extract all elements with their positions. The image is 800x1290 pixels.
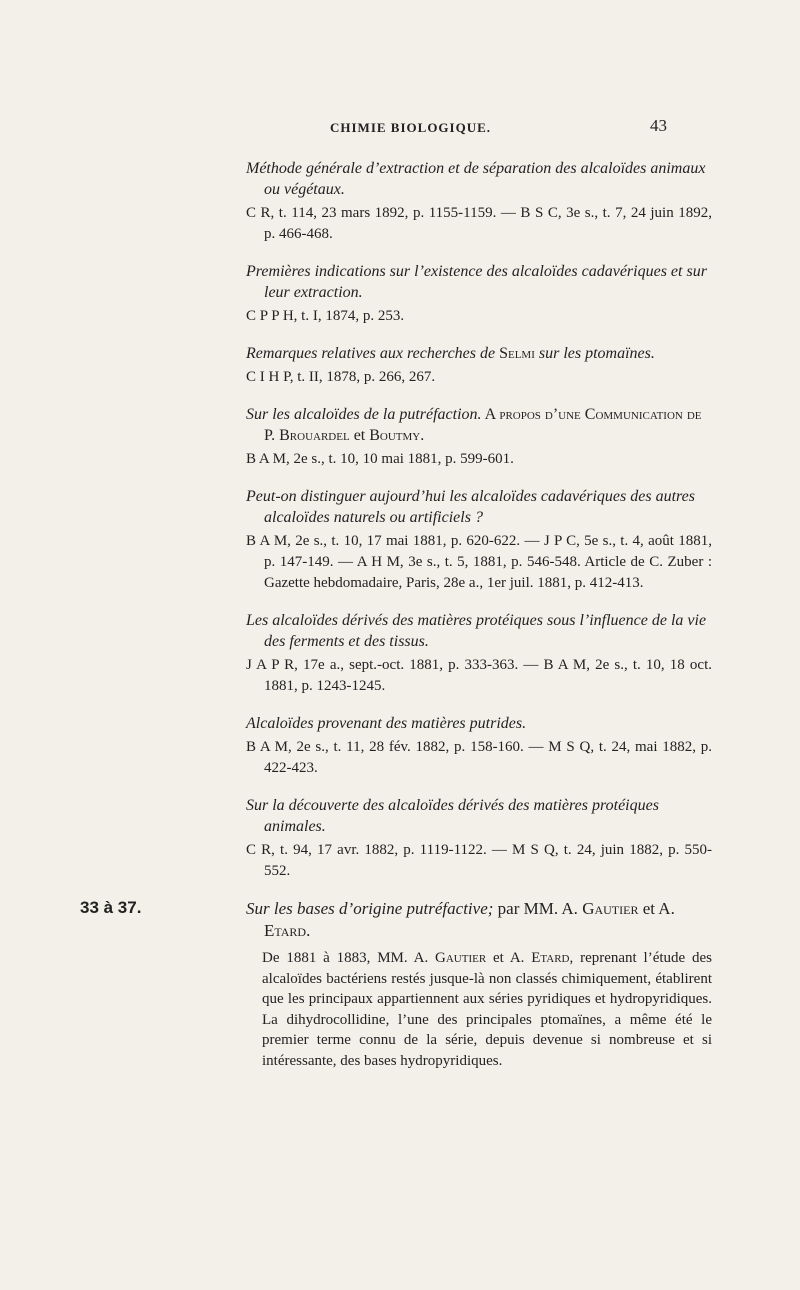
- section-title-part: .: [306, 921, 311, 940]
- page-content: [80, 158, 712, 1071]
- entry-reference: C I H P, t. II, 1878, p. 266, 267.: [246, 369, 436, 385]
- entry-title-part: Remarques relatives aux recherches de: [246, 345, 500, 362]
- bibliography-entry: [246, 486, 712, 594]
- entry-reference: B A M, 2e s., t. 10, 10 mai 1881, p. 599-601.: [246, 451, 514, 467]
- running-title: CHIMIE BIOLOGIQUE.: [330, 120, 492, 135]
- entry-reference: B A M, 2e s., t. 10, 17 mai 1881, p. 620-622. — J P C, 5e s., t. 4, août 1881, p. 147-149. — A H M, 3e s., t. 5, 1881, p. 546-548. Article de C. Zuber : Gazette hebdomadaire, Paris, 28e a., 1er juil. 1881, p. 412-413.: [246, 533, 712, 591]
- entry-reference: B A M, 2e s., t. 11, 28 fév. 1882, p. 158-160. — M S Q, t. 24, mai 1882, p. 422-423.: [246, 739, 712, 776]
- bibliography-entry: [246, 261, 712, 327]
- page-number: 43: [650, 116, 667, 135]
- bibliography-entry: [246, 343, 712, 388]
- entry-reference: C R, t. 94, 17 avr. 1882, p. 1119-1122. — M S Q, t. 24, juin 1882, p. 550-552.: [246, 842, 712, 879]
- entry-title: Sur la découverte des alcaloïdes dérivés des matières protéiques animales.: [246, 797, 659, 835]
- bibliography-entry: [246, 610, 712, 697]
- bibliography-entry: [246, 404, 712, 470]
- paragraph-part: et A.: [486, 950, 532, 966]
- author-name: Etard: [531, 950, 570, 966]
- entry-title: Alcaloïdes provenant des matières putrides.: [246, 715, 527, 732]
- section-title-part: par MM. A.: [493, 899, 583, 918]
- entry-title: Premières indications sur l’existence des alcaloïdes cadavériques et sur leur extraction.: [246, 263, 707, 301]
- section-title-part: et A.: [638, 899, 675, 918]
- entry-title-part: Sur les alcaloïdes de la putréfaction.: [246, 406, 482, 423]
- entry-title-part: sur les ptomaïnes.: [534, 345, 655, 362]
- paragraph-part: , reprenant l’étude des alcaloïdes bactériens restés jusque-là non classés chimiquement, établirent que les principaux appartiennent aux séries pyridiques et hydropyridiques. La dihydrocollidine, l’une des principales ptomaïnes, a même été le premier terme connu de la série, depuis devenue si nombreuse et si intéressante, des bases hydropyridiques.: [262, 950, 712, 1069]
- entry-title: [246, 404, 712, 446]
- section-number: 33 à 37.: [80, 898, 142, 917]
- bibliography-entry: [246, 158, 712, 245]
- section-paragraph: [246, 948, 712, 1071]
- entry-title-part: A propos d’une Communication de P.: [264, 406, 702, 444]
- entry-title: Peut-on distinguer aujourd’hui les alcaloïdes cadavériques des autres alcaloïdes naturels ou artificiels ?: [246, 488, 695, 526]
- entry-reference: J A P R, 17e a., sept.-oct. 1881, p. 333-363. — B A M, 2e s., t. 10, 18 oct. 1881, p. 1243-1245.: [246, 657, 712, 694]
- author-name: Selmi: [499, 345, 535, 362]
- author-name: Boutmy: [369, 427, 421, 444]
- entry-title-part: et: [349, 427, 370, 444]
- entry-title: Méthode générale d’extraction et de séparation des alcaloïdes animaux ou végétaux.: [246, 160, 706, 198]
- paragraph-part: De 1881 à 1883, MM. A.: [262, 950, 436, 966]
- bibliography-entry: [246, 795, 712, 882]
- section-block: [80, 898, 712, 1071]
- bibliography-entry: [246, 713, 712, 779]
- author-name: Etard: [264, 921, 307, 940]
- entry-title: [246, 343, 712, 364]
- section-title-italic: Sur les bases d’origine putréfactive;: [246, 899, 494, 918]
- author-name: Brouardel: [279, 427, 350, 444]
- entry-reference: C P P H, t. I, 1874, p. 253.: [246, 308, 405, 324]
- entry-reference: C R, t. 114, 23 mars 1892, p. 1155-1159. — B S C, 3e s., t. 7, 24 juin 1892, p. 466-468.: [246, 205, 712, 242]
- page-header: [0, 112, 800, 142]
- entry-title: Les alcaloïdes dérivés des matières protéiques sous l’influence de la vie des ferments et des tissus.: [246, 612, 707, 650]
- entry-title-part: .: [420, 427, 425, 444]
- author-name: Gautier: [582, 899, 639, 918]
- section-title: [246, 898, 712, 942]
- author-name: Gautier: [435, 950, 487, 966]
